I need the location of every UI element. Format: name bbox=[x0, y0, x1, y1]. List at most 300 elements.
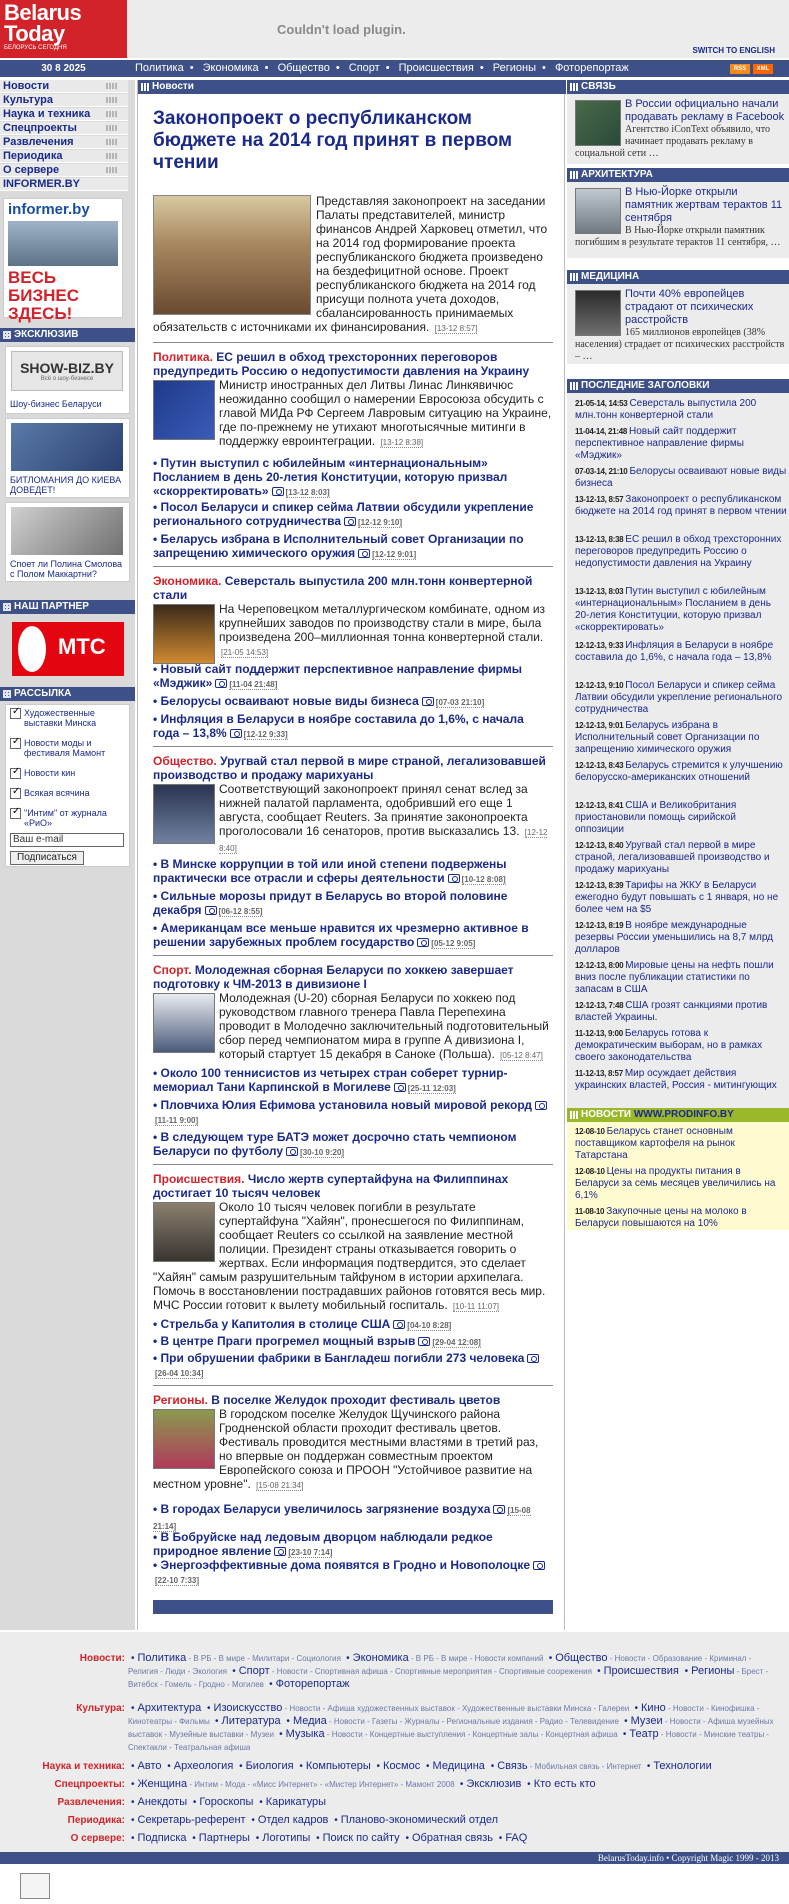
latest-item[interactable] bbox=[575, 960, 787, 996]
prodinfo-title[interactable]: Закупочные цены на молоко в Беларуси повышаются на 10% bbox=[575, 1206, 747, 1229]
footer-link[interactable]: Женщина bbox=[137, 1778, 188, 1790]
latest-title[interactable]: В ноябре международные резервы России уменьшились на 8,7 млрд долларов bbox=[575, 920, 774, 955]
latest-title[interactable]: Законопроект о республиканском бюджете на 2014 год принят в первом чтении bbox=[575, 494, 787, 517]
news-link[interactable]: • В городах Беларуси увеличилось загрязнение воздуха [15-08 21:14] bbox=[153, 1502, 531, 1531]
news-link[interactable]: • Пловчиха Юлия Ефимова установила новый мировой рекорд[11-11 9:00] bbox=[153, 1098, 553, 1128]
footer-link[interactable]: Поиск по сайту bbox=[322, 1832, 400, 1844]
category-label[interactable]: Происшествия. bbox=[153, 1172, 245, 1186]
plugin-error-message: Couldn't load plugin. bbox=[277, 22, 406, 37]
news-link-timestamp: [13-12 8:03] bbox=[285, 488, 330, 497]
promo-caption: Споет ли Полина Смолова с Полом Маккартни? bbox=[10, 559, 123, 579]
prodinfo-site-link[interactable]: WWW.PRODINFO.BY bbox=[633, 1109, 734, 1120]
divider bbox=[153, 566, 553, 567]
latest-item[interactable] bbox=[575, 640, 787, 664]
prodinfo-time: 12-08-10 bbox=[575, 1127, 605, 1136]
footer-link[interactable]: Биология bbox=[245, 1760, 294, 1772]
informer-title: informer.by bbox=[8, 201, 90, 218]
lead-photo-spacer bbox=[153, 194, 316, 315]
latest-time: 12-12-13, 9:01 bbox=[575, 721, 624, 730]
footer-sublinks[interactable]: - Новости - Афиша музейных выставок - Музейные выставки - Музеи bbox=[128, 1717, 774, 1739]
news-link[interactable]: • Посол Беларуси и спикер сейма Латвии обсудили укрепление регионального сотрудничества [12-12 9:10] bbox=[153, 500, 534, 528]
camera-icon bbox=[393, 1320, 405, 1329]
section-regions bbox=[153, 1393, 553, 1493]
latest-item[interactable] bbox=[575, 680, 787, 716]
footer-sublinks[interactable]: - Мобильная связь - Интернет bbox=[527, 1762, 644, 1771]
mailing-option-label: Новости моды и фестиваля Мамонт bbox=[24, 738, 106, 758]
left-menu-item-culture[interactable] bbox=[0, 94, 128, 107]
latest-time: 12-12-13, 8:41 bbox=[575, 801, 624, 810]
showbiz-logo bbox=[11, 351, 123, 391]
latest-time: 13-12-13, 8:38 bbox=[575, 535, 624, 544]
bullet-separator: • bbox=[498, 1833, 503, 1844]
prodinfo-item[interactable] bbox=[575, 1166, 787, 1202]
typhoon-photo[interactable] bbox=[153, 1202, 215, 1262]
subscribe-button[interactable]: Подписаться bbox=[10, 851, 84, 865]
divider bbox=[153, 1164, 553, 1165]
bullet-separator: • bbox=[334, 1815, 338, 1826]
news-link[interactable]: • В Бобруйске над ледовым дворцом наблюдали редкое природное явление [23-10 7:14] bbox=[153, 1530, 493, 1558]
latest-item[interactable] bbox=[575, 1068, 787, 1092]
news-link-text[interactable]: Сильные морозы придут в Беларусь во второй половине декабря bbox=[153, 889, 508, 917]
footer-link[interactable]: Логотипы bbox=[262, 1832, 311, 1844]
footer-link[interactable]: Кино bbox=[641, 1702, 666, 1714]
latest-title[interactable]: ЕС решил в обход трехсторонних переговоров предупредить Россию о недопустимости давления на Украину bbox=[575, 534, 782, 569]
copyright: BelarusToday.info • Copyright Magic 1999 - 2013 bbox=[0, 1852, 789, 1864]
uruguay-parliament-photo[interactable] bbox=[153, 784, 215, 844]
news-link[interactable]: • В центре Праги прогремел мощный взрыв [29-04 12:08] bbox=[153, 1334, 481, 1348]
bullet-separator: • bbox=[316, 1833, 320, 1844]
partner-header: НАШ ПАРТНЕР bbox=[0, 600, 135, 614]
footer-sublinks[interactable]: - Новости - Концертные выступления - Концертные залы - Концертная афиша bbox=[324, 1730, 620, 1739]
footer-link[interactable]: Карикатуры bbox=[265, 1796, 326, 1808]
right-sidebar bbox=[567, 80, 789, 1630]
left-menu-item-entertainment[interactable] bbox=[0, 136, 128, 149]
mts-partner-banner[interactable] bbox=[12, 622, 124, 676]
footer-link[interactable]: Секретарь-референт bbox=[137, 1814, 246, 1826]
footer-sublinks[interactable]: - В РБ - В мире - Новости компаний bbox=[408, 1654, 546, 1663]
dots-icon bbox=[106, 97, 118, 103]
footer-link[interactable]: Археология bbox=[173, 1760, 234, 1772]
latest-item[interactable] bbox=[575, 800, 787, 836]
promo-showbiz[interactable] bbox=[5, 346, 130, 414]
footer-link[interactable]: Медиа bbox=[292, 1715, 327, 1727]
center-footer-bar bbox=[153, 1600, 553, 1614]
bullet-separator: • bbox=[167, 1761, 171, 1772]
footer-link[interactable]: Компьютеры bbox=[305, 1760, 371, 1772]
footer-link[interactable]: Музеи bbox=[630, 1715, 663, 1727]
footer-link[interactable]: Партнеры bbox=[198, 1832, 250, 1844]
category-label[interactable]: Политика. bbox=[153, 350, 213, 364]
left-menu-label: Наука и техника bbox=[3, 108, 91, 120]
arch-news[interactable] bbox=[575, 186, 785, 249]
news-link-text[interactable]: В Минске коррупции в той или иной степени подвержены практически все отрасли и сферы деятельности bbox=[153, 857, 507, 885]
category-label[interactable]: Экономика. bbox=[153, 574, 222, 588]
logo-line1: Belarus bbox=[4, 0, 82, 25]
prodinfo-item[interactable] bbox=[575, 1126, 787, 1162]
article-timestamp: [15-08 21:34] bbox=[256, 1481, 304, 1490]
mailing-option-intim[interactable] bbox=[10, 808, 128, 828]
camera-icon bbox=[274, 1547, 286, 1556]
latest-title[interactable]: Мир осуждает действия украинских властей, Россия - митингующих bbox=[575, 1068, 777, 1091]
news-link[interactable]: • Около 100 теннисистов из четырех стран соберет турнир-мемориал Тани Карпинской в Могилеве [25-11 12:03] bbox=[153, 1066, 508, 1094]
latest-title[interactable]: Инфляция в Беларуси в ноябре составила до 1,6%, с начала года – 13,8% bbox=[575, 640, 774, 663]
facebook-photo[interactable] bbox=[575, 100, 621, 146]
camera-icon bbox=[533, 1561, 545, 1570]
news-link-timestamp: [30-10 9:20] bbox=[300, 1148, 345, 1157]
mts-name: МТС bbox=[58, 634, 106, 659]
latest-item[interactable] bbox=[575, 494, 787, 518]
nav-item-society[interactable]: Общество bbox=[277, 62, 330, 74]
news-text: Агентство iConText объявило, что начинает продавать рекламу в социальной сети … bbox=[575, 124, 770, 159]
footer-link[interactable]: Подписка bbox=[137, 1832, 187, 1844]
footer-sublinks[interactable]: - Брест - Витебск - Гомель - Гродно - Могилев bbox=[128, 1667, 769, 1689]
left-menu-item-special[interactable] bbox=[0, 122, 128, 135]
eu-flag-photo[interactable] bbox=[153, 380, 215, 440]
mailing-option-cinema[interactable] bbox=[10, 768, 128, 778]
footer-link[interactable]: Политика bbox=[137, 1652, 187, 1664]
news-link[interactable]: • Путин выступил с юбилейным «интернациональным» Посланием в день 20-летия Конституции, которую призвал «скорректировать» [13-12 8:03] bbox=[153, 456, 508, 498]
camera-icon bbox=[344, 517, 356, 526]
hockey-photo[interactable] bbox=[153, 993, 215, 1053]
footer-sublinks[interactable]: - Интим - Мода - «Мисс Интернет» - «Мистер Интернет» - Мамонт 2008 bbox=[187, 1780, 457, 1789]
camera-icon bbox=[422, 697, 434, 706]
nav-item-economy[interactable]: Экономика bbox=[202, 62, 259, 74]
nav-item-incidents[interactable]: Происшествия bbox=[398, 62, 474, 74]
rss-icon[interactable]: RSS bbox=[730, 64, 750, 74]
article-text: Соответствующий законопроект принял сенат вслед за нижней палатой парламента, одобривший его еще 1 августа, сообщает Reuters. За принятие законопроекта проголосовали 16 сенаторов, против высказались 13. bbox=[219, 782, 528, 838]
news-link-text[interactable]: Белорусы осваивают новые виды бизнеса bbox=[160, 694, 419, 708]
footer-link[interactable]: Обратная связь bbox=[411, 1832, 494, 1844]
site-footer bbox=[0, 1632, 789, 1852]
news-link[interactable]: • В Минске коррупции в той или иной степени подвержены практически все отрасли и сферы деятельности [10-12 8:08] bbox=[153, 857, 507, 885]
left-menu-item-periodicals[interactable] bbox=[0, 150, 128, 163]
nav-item-regions[interactable]: Регионы bbox=[492, 62, 537, 74]
news-link-text[interactable]: Инфляция в Беларуси в ноябре составила до 1,6%, с начала года – 13,8% bbox=[153, 712, 524, 740]
camera-icon bbox=[358, 549, 370, 558]
dots-icon bbox=[106, 83, 118, 89]
news-link-text[interactable]: В следующем туре БАТЭ может досрочно стать чемпионом Беларуси по футболу bbox=[153, 1130, 517, 1158]
article-title[interactable]: В поселке Желудок проходит фестиваль цветов bbox=[211, 1393, 501, 1407]
latest-item[interactable] bbox=[575, 840, 787, 876]
article-text: Молодежная (U-20) сборная Беларуси по хоккею под руководством главного тренера Павла Перепехина проводит в Молодечно заключительный подготовительный сбор перед чемпионатом мира в группе А дивизиона I, который стартует 15 декабря в Саноке (Польша). bbox=[219, 991, 549, 1061]
news-link-text[interactable]: В городах Беларуси увеличилось загрязнение воздуха bbox=[160, 1502, 491, 1516]
news-link-text[interactable]: При обрушении фабрики в Бангладеш погибли 273 человека bbox=[160, 1351, 525, 1365]
footer-sublinks[interactable]: - В РБ - В мире - Милитари - Социология bbox=[186, 1654, 344, 1663]
counter-image[interactable] bbox=[20, 1873, 50, 1899]
latest-time: 12-12-13, 8:19 bbox=[575, 921, 624, 930]
latest-time: 12-12-13, 9:10 bbox=[575, 681, 624, 690]
latest-title[interactable]: Тарифы на ЖКУ в Беларуси ежегодно будут повышать с 1 января, но не более чем на $5 bbox=[575, 880, 779, 915]
news-link[interactable]: • Энергоэффективные дома появятся в Гродно и Новополоцке[22-10 7:33] bbox=[153, 1558, 553, 1588]
checkbox-icon[interactable] bbox=[10, 788, 21, 799]
svyaz-header: СВЯЗЬ bbox=[567, 80, 789, 94]
article-title[interactable]: Молодежная сборная Беларуси по хоккею завершает подготовку к ЧМ-2013 в дивизионе I bbox=[153, 963, 514, 991]
news-text: 165 миллионов европейцев (38% населения) страдает от психических расстройств – … bbox=[575, 327, 785, 362]
footer-link[interactable]: Экономика bbox=[352, 1652, 409, 1664]
memorial-photo[interactable] bbox=[575, 188, 621, 234]
checkbox-icon[interactable] bbox=[10, 808, 21, 819]
bullet-separator: • bbox=[207, 1703, 211, 1714]
news-link[interactable]: • Новый сайт поддержит перспективное направление фирмы «Мэджик» [11-04 21:48] bbox=[153, 662, 522, 690]
svyaz-news[interactable] bbox=[575, 98, 785, 160]
lead-timestamp: [13-12 8:57] bbox=[434, 324, 478, 333]
article-text: На Череповецком металлургическом комбинате, одном из крупнейших заводов по производству стали в мире, была произведена 200–миллионная тонна конвертерной стали. bbox=[219, 602, 546, 644]
switch-to-english-link[interactable]: SWITCH TO ENGLISH bbox=[692, 46, 775, 55]
left-menu-label: Новости bbox=[3, 80, 50, 92]
news-link-text[interactable]: Стрельба у Капитолия в столице США bbox=[160, 1317, 391, 1331]
news-link-text[interactable]: Посол Беларуси и спикер сейма Латвии обсудили укрепление регионального сотрудничества bbox=[153, 500, 534, 528]
news-section-header: Новости bbox=[138, 80, 566, 94]
latest-title[interactable]: Посол Беларуси и спикер сейма Латвии обсудили укрепление регионального сотрудничества bbox=[575, 680, 783, 715]
news-link[interactable]: • Американцам все меньше нравится их чрезмерно активное в решении зарубежных проблем государство [05-12 9:05] bbox=[153, 921, 529, 949]
footer-link[interactable]: Происшествия bbox=[603, 1665, 679, 1677]
footer-sublinks[interactable]: - Новости - Кинофишка - Кинотеатры - Фильмы bbox=[128, 1704, 760, 1726]
latest-item[interactable] bbox=[575, 586, 787, 634]
footer-row-links bbox=[128, 1702, 778, 1754]
bullet-separator: • bbox=[192, 1833, 196, 1844]
latest-item[interactable] bbox=[575, 1028, 787, 1064]
news-link-timestamp: [22-10 7:33] bbox=[155, 1576, 200, 1585]
showbiz-logo-text: SHOW-BIZ.BY bbox=[20, 360, 114, 376]
steel-mill-photo[interactable] bbox=[153, 604, 215, 664]
latest-item[interactable] bbox=[575, 534, 787, 570]
news-link-text[interactable]: Пловчиха Юлия Ефимова установила новый мировой рекорд bbox=[160, 1098, 532, 1112]
latest-item[interactable] bbox=[575, 1000, 787, 1024]
article-title[interactable]: ЕС решил в обход трехсторонних переговоров предупредить Россию о недопустимости давления на Украину bbox=[153, 350, 530, 378]
footer-link[interactable]: Авто bbox=[137, 1760, 162, 1772]
med-news[interactable] bbox=[575, 288, 785, 363]
bullet-separator: • bbox=[131, 1815, 135, 1826]
flower-festival-photo[interactable] bbox=[153, 1409, 215, 1469]
bullet-separator: • bbox=[131, 1833, 135, 1844]
nav-item-photoreport[interactable]: Фоторепортаж bbox=[554, 62, 629, 74]
footer-link[interactable]: Музыка bbox=[285, 1728, 325, 1740]
left-menu-item-informer[interactable] bbox=[0, 178, 128, 191]
footer-link[interactable]: Изоискусство bbox=[213, 1702, 283, 1714]
footer-link[interactable]: Литература bbox=[221, 1715, 281, 1727]
footer-link[interactable]: Отдел кадров bbox=[257, 1814, 329, 1826]
footer-row-label: Спецпроекты: bbox=[54, 1779, 125, 1790]
footer-row-links bbox=[128, 1652, 778, 1691]
bullet-separator: • bbox=[646, 1761, 651, 1772]
xml-icon[interactable]: XML bbox=[753, 64, 773, 74]
news-link[interactable]: • При обрушении фабрики в Бангладеш погибли 273 человека[26-04 10:34] bbox=[153, 1351, 553, 1381]
latest-time: 11-04-14, 21:48 bbox=[575, 427, 627, 436]
left-menu-item-science[interactable] bbox=[0, 108, 128, 121]
checkbox-icon[interactable] bbox=[10, 708, 21, 719]
bullet-separator: • bbox=[426, 1761, 430, 1772]
article-timestamp: [21-05 14:53] bbox=[221, 648, 269, 657]
article-text: В городском поселке Желудок Щучинского района Гродненской области проходит фестиваль цветов. Фестиваль проводится местными властями в третий раз, но впервые он поддержан совместным проектом Европейского союза и ПРООН "Устойчивое развитие на местном уровне". bbox=[153, 1407, 539, 1491]
promo-smolova[interactable] bbox=[5, 502, 130, 582]
latest-item[interactable] bbox=[575, 880, 787, 916]
latest-item[interactable] bbox=[575, 920, 787, 956]
news-link-text[interactable]: Энергоэффективные дома появятся в Гродно и Новополоцке bbox=[160, 1558, 530, 1572]
bullet-separator: • bbox=[131, 1761, 135, 1772]
footer-sublinks[interactable]: - Новости - Газеты - Журналы - Региональные издания - Радио - Телевидение bbox=[326, 1717, 622, 1726]
camera-icon bbox=[535, 1101, 547, 1110]
latest-time: 11-12-13, 8:57 bbox=[575, 1069, 623, 1078]
lead-text: Представляя законопроект на заседании Палаты представителей, министр финансов Андрей Харковец отметил, что на 2014 год формирование проекта республиканского бюджета произведено на бездефицитной основе. Проект республиканского бюджета на 2014 год присущи полнота учета доходов, сбалансированность принимаемых обязательств с источниками их финансирования. bbox=[153, 194, 548, 334]
footer-link[interactable]: Театр bbox=[629, 1728, 659, 1740]
footer-link[interactable]: Технологии bbox=[653, 1760, 712, 1772]
latest-title[interactable]: США и Великобритания приостановили помощь сирийской оппозиции bbox=[575, 800, 737, 835]
category-label[interactable]: Общество. bbox=[153, 754, 217, 768]
news-link[interactable]: • Инфляция в Беларуси в ноябре составила до 1,6%, с начала года – 13,8% [12-12 9:33] bbox=[153, 712, 524, 740]
footer-sublinks[interactable]: - Новости - Образование - Криминал - Религия - Люди - Экология bbox=[128, 1654, 752, 1676]
email-input[interactable]: Ваш e-mail bbox=[10, 833, 124, 847]
news-link-text[interactable]: Беларусь избрана в Исполнительный совет Организации по запрещению химического оружия bbox=[153, 532, 524, 560]
news-link-text[interactable]: Около 100 теннисистов из четырех стран соберет турнир-мемориал Тани Карпинской в Могилеве bbox=[153, 1066, 508, 1094]
bullet-separator: • bbox=[251, 1815, 255, 1826]
news-link[interactable]: • Сильные морозы придут в Беларусь во второй половине декабря [06-12 8:55] bbox=[153, 889, 508, 917]
section-politics bbox=[153, 350, 553, 450]
news-link-text[interactable]: Американцам все меньше нравится их чрезмерно активное в решении зарубежных проблем государство bbox=[153, 921, 529, 949]
divider bbox=[153, 746, 553, 747]
article-text: Около 10 тысяч человек погибли в результате супертайфуна "Хайян", пронесшегося по Филиппинам, сообщает Reuters со ссылкой на заявление местной полиции. Президент страны отказывается говорить о жертвах. Если информация подтвердится, это сделает "Хайян" самым разрушительным тайфуном в истории архипелага. Помочь в восстановлении пострадавших районов готовятся весь мир. МЧС России готовит к вылету мобильный госпиталь. bbox=[153, 1200, 546, 1312]
news-title[interactable]: Почти 40% европейцев страдают от психических расстройств bbox=[625, 288, 754, 326]
bullet-separator: • bbox=[259, 1797, 263, 1808]
arch-header: АРХИТЕКТУРА bbox=[567, 168, 789, 182]
mailing-option-misc[interactable] bbox=[10, 788, 128, 798]
footer-sublinks[interactable]: - Новости - Минские театры - Спектакли - Театральная афиша bbox=[128, 1730, 770, 1752]
footer-link[interactable]: FAQ bbox=[505, 1832, 528, 1844]
main-headline[interactable]: Законопроект о республиканском бюджете на 2014 год принят в первом чтении bbox=[153, 108, 513, 173]
bullet-separator: • bbox=[131, 1703, 135, 1714]
article-title[interactable]: Северсталь выпустила 200 млн.тонн конвертерной стали bbox=[153, 574, 533, 602]
mailing-option-fashion[interactable] bbox=[10, 738, 128, 758]
footer-link[interactable]: Гороскопы bbox=[199, 1796, 254, 1808]
latest-item[interactable] bbox=[575, 720, 787, 756]
news-title[interactable]: В России официально начали продавать рекламу в Facebook bbox=[625, 98, 785, 123]
prodinfo-item[interactable] bbox=[575, 1206, 787, 1230]
latest-item[interactable] bbox=[575, 466, 787, 490]
news-link-text[interactable]: В центре Праги прогремел мощный взрыв bbox=[160, 1334, 416, 1348]
article-timestamp: [05-12 8:47] bbox=[500, 1051, 543, 1060]
latest-time: 11-12-13, 9:00 bbox=[575, 1029, 623, 1038]
latest-time: 12-12-13, 8:39 bbox=[575, 881, 624, 890]
footer-link[interactable]: Медицина bbox=[432, 1760, 485, 1772]
promo-caption: Шоу-бизнес Беларуси bbox=[10, 399, 102, 409]
latest-title[interactable]: Беларусь стремится к улучшению белорусско-американских отношений bbox=[575, 760, 783, 783]
footer-link[interactable]: Архитектура bbox=[137, 1702, 202, 1714]
promo-beatlemania[interactable] bbox=[5, 418, 130, 498]
article-title[interactable]: Число жертв супертайфуна на Филиппинах достигает 10 тысяч человек bbox=[153, 1172, 509, 1200]
news-link-text[interactable]: Путин выступил с юбилейным «интернациональным» Посланием в день 20-летия Конституции, которую призвал «скорректировать» bbox=[153, 456, 508, 498]
smolova-photo bbox=[11, 507, 123, 555]
dots-icon bbox=[106, 167, 118, 173]
nav-item-politics[interactable]: Политика bbox=[135, 62, 184, 74]
news-link-timestamp: [11-11 9:00] bbox=[155, 1116, 199, 1125]
camera-icon bbox=[418, 1337, 430, 1346]
latest-time: 07-03-14, 21:10 bbox=[575, 467, 628, 476]
latest-title[interactable]: Белорусы осваивают новые виды бизнеса bbox=[575, 466, 787, 489]
prodinfo-title[interactable]: Цены на продукты питания в Беларуси за семь месяцев увеличились на 6,1% bbox=[575, 1166, 776, 1201]
footer-link[interactable]: Кто есть кто bbox=[533, 1778, 596, 1790]
bullet-separator: • bbox=[279, 1729, 283, 1740]
arch-box bbox=[567, 182, 789, 258]
nav-item-sport[interactable]: Спорт bbox=[348, 62, 380, 74]
category-label[interactable]: Регионы. bbox=[153, 1393, 208, 1407]
footer-link[interactable]: Фоторепортаж bbox=[275, 1678, 350, 1690]
bullet-separator: • bbox=[490, 1761, 495, 1772]
left-menu-label: О сервере bbox=[3, 164, 60, 176]
latest-title[interactable]: Путин выступил с юбилейным «интернациональным» Посланием в день 20-летия Конституции, которую призвал «скорректировать» bbox=[575, 586, 771, 633]
latest-title[interactable]: Уругвай стал первой в мире страной, легализовавшей производство и продажу марихуаны bbox=[575, 840, 770, 875]
news-link-text[interactable]: В Бобруйске над ледовым дворцом наблюдали редкое природное явление bbox=[153, 1530, 493, 1558]
latest-time: 12-12-13, 9:33 bbox=[575, 641, 624, 650]
checkbox-icon[interactable] bbox=[10, 738, 21, 749]
mailing-header: РАССЫЛКА bbox=[0, 687, 135, 701]
footer-link[interactable]: Связь bbox=[497, 1760, 528, 1772]
checkbox-icon[interactable] bbox=[10, 768, 21, 779]
footer-link[interactable]: Эксклюзив bbox=[466, 1778, 522, 1790]
latest-title[interactable]: Беларусь избрана в Исполнительный совет Организации по запрещению химического оружия bbox=[575, 720, 760, 755]
news-link-timestamp: [23-10 7:14] bbox=[288, 1548, 333, 1557]
medicine-photo[interactable] bbox=[575, 290, 621, 336]
site-logo[interactable] bbox=[0, 0, 127, 58]
latest-item[interactable] bbox=[575, 426, 787, 462]
footer-sublinks[interactable]: - Новости - Афиша художественных выставок - Художественные выставки Минска - Галереи bbox=[282, 1704, 632, 1713]
left-menu-item-about[interactable] bbox=[0, 164, 128, 177]
latest-title[interactable]: Мировые цены на нефть пошли вниз после публикации статистики по запасам в США bbox=[575, 960, 774, 995]
bullet-separator: • bbox=[527, 1779, 531, 1790]
camera-icon bbox=[286, 1147, 298, 1156]
med-header: МЕДИЦИНА bbox=[567, 270, 789, 284]
mailing-option-exhibitions[interactable] bbox=[10, 708, 128, 728]
news-link-timestamp: [12-12 9:01] bbox=[372, 550, 417, 559]
footer-link[interactable]: Анекдоты bbox=[137, 1796, 188, 1808]
footer-link[interactable]: Регионы bbox=[691, 1665, 735, 1677]
footer-link[interactable]: Планово-экономический отдел bbox=[340, 1814, 499, 1826]
main-nav bbox=[0, 60, 789, 77]
news-link[interactable]: • В следующем туре БАТЭ может досрочно стать чемпионом Беларуси по футболу [30-10 9:20] bbox=[153, 1130, 517, 1158]
mailing-option-label: Художественные выставки Минска bbox=[24, 708, 97, 728]
news-title[interactable]: В Нью-Йорке открыли памятник жертвам терактов 11 сентября bbox=[625, 186, 783, 224]
left-menu-item-news[interactable] bbox=[0, 80, 128, 93]
promo-caption: БИТЛОМАНИЯ ДО КИЕВА ДОВЕДЕТ! bbox=[10, 475, 122, 495]
news-link[interactable]: • Стрельба у Капитолия в столице США [04-10 8:28] bbox=[153, 1317, 452, 1331]
latest-title[interactable]: Новый сайт поддержит перспективное направление фирмы «Мэджик» bbox=[575, 426, 744, 461]
footer-link[interactable]: Общество bbox=[555, 1652, 608, 1664]
footer-link[interactable]: Спорт bbox=[238, 1665, 270, 1677]
latest-title[interactable]: Северсталь выпустила 200 млн.тонн конвертерной стали bbox=[575, 398, 757, 421]
informer-banner[interactable] bbox=[3, 198, 123, 323]
news-link[interactable]: • Беларусь избрана в Исполнительный совет Организации по запрещению химического оружия [12-12 9:01] bbox=[153, 532, 524, 560]
category-label[interactable]: Спорт. bbox=[153, 963, 192, 977]
latest-item[interactable] bbox=[575, 760, 787, 784]
latest-item[interactable] bbox=[575, 398, 787, 422]
footer-link[interactable]: Космос bbox=[383, 1760, 421, 1772]
news-link-timestamp: [11-04 21:48] bbox=[229, 680, 278, 689]
latest-title[interactable]: Беларусь готова к демократическим выборам, но в рамках своего законодательства bbox=[575, 1028, 763, 1063]
section-society bbox=[153, 754, 553, 856]
latest-title[interactable]: США грозят санкциями против властей Украины. bbox=[575, 1000, 768, 1023]
news-link-timestamp: [29-04 12:08] bbox=[432, 1338, 481, 1347]
footer-sublinks[interactable]: - Новости - Спортивная афиша - Спортивные мероприятия - Спортивные соорежения bbox=[269, 1667, 595, 1676]
bullet-separator: • bbox=[548, 1653, 553, 1664]
prodinfo-title[interactable]: Беларусь станет основным поставщиком картофеля на рынок Татарстана bbox=[575, 1126, 735, 1161]
latest-time: 12-12-13, 7:48 bbox=[575, 1001, 624, 1010]
dots-icon bbox=[106, 139, 118, 145]
bullet-separator: • bbox=[131, 1779, 135, 1790]
section-incidents bbox=[153, 1172, 553, 1314]
left-menu-label: Развлечения bbox=[3, 136, 74, 148]
news-link[interactable]: • Белорусы осваивают новые виды бизнеса [07-03 21:10] bbox=[153, 694, 485, 708]
news-link-text[interactable]: Новый сайт поддержит перспективное направление фирмы «Мэджик» bbox=[153, 662, 522, 690]
article-title[interactable]: Уругвай стал первой в мире страной, легализовавшей производство и продажу марихуаны bbox=[153, 754, 546, 782]
site-header bbox=[0, 0, 789, 58]
